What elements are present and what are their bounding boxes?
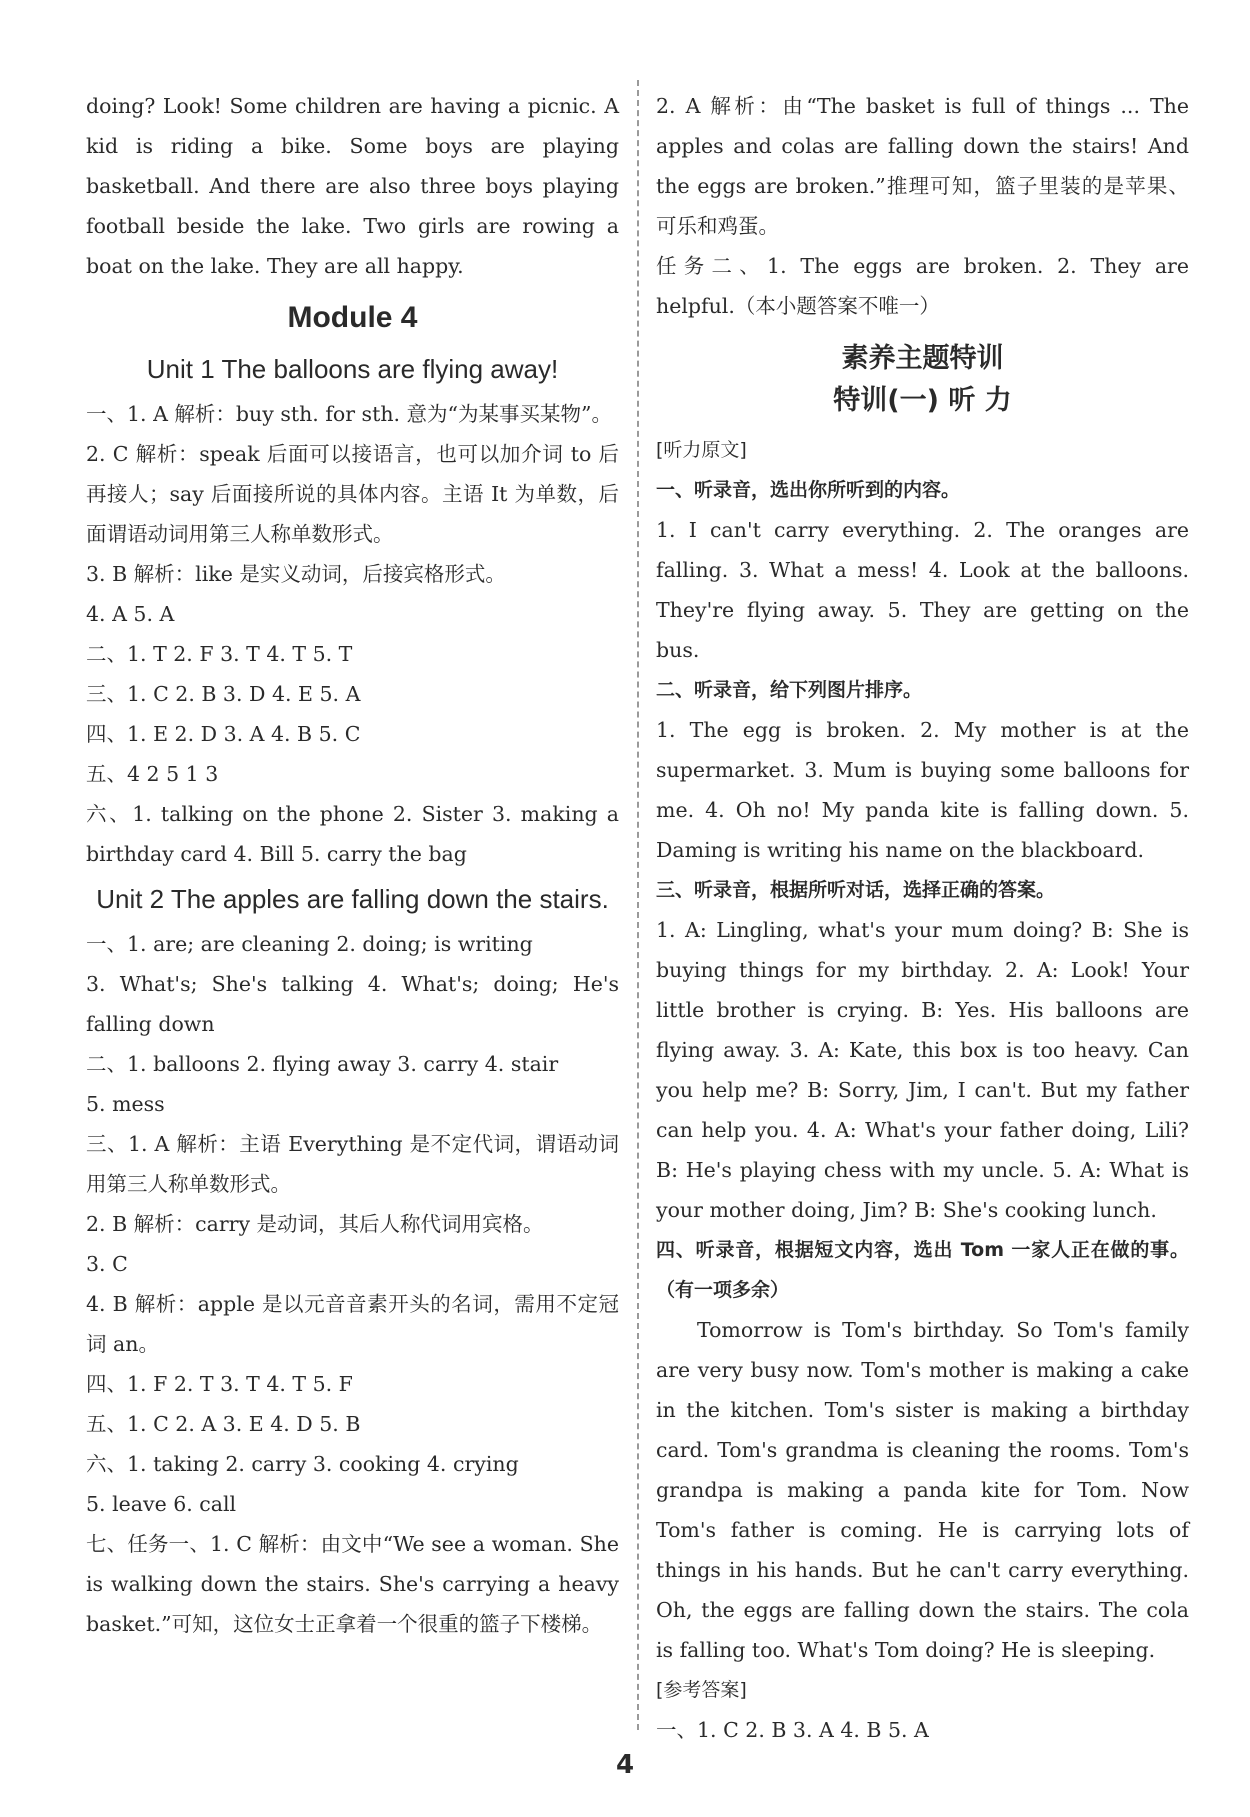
u2-line: 4. B 解析：apple 是以元音音素开头的名词，需用不定冠词 an。: [86, 1292, 619, 1356]
question-heading: 四、听录音，根据短文内容，选出 Tom 一家人正在做的事。（有一项多余）: [656, 1239, 1189, 1301]
answer-line: 一、1. C 2. B 3. A 4. B 5. A: [656, 1718, 929, 1742]
u2-line: 三、1. A 解析：主语 Everything 是不定代词，谓语动词用第三人称单数形式。: [86, 1132, 619, 1196]
question-heading: 一、听录音，选出你所听到的内容。: [656, 479, 961, 501]
u1-line: 三、1. C 2. B 3. D 4. E 5. A: [86, 682, 361, 706]
u2-line: 2. B 解析：carry 是动词，其后人称代词用宾格。: [86, 1212, 544, 1236]
u2-line: 六、1. taking 2. carry 3. cooking 4. crying: [86, 1452, 519, 1476]
u2-line: 七、任务一、1. C 解析：由文中“We see a woman. She is walking down the stairs. She's carrying a heavy basket.”可知，这位女士正拿着一个很重的篮子下楼梯。: [86, 1532, 619, 1636]
u2-line: 5. leave 6. call: [86, 1492, 237, 1516]
page-number: 4: [615, 1750, 635, 1780]
u2-line: 5. mess: [86, 1092, 165, 1116]
u2-line: 3. C: [86, 1252, 128, 1276]
script-paragraph: Tomorrow is Tom's birthday. So Tom's family are very busy now. Tom's mother is making a cake in the kitchen. Tom's sister is making a birthday card. Tom's grandma is cleaning the rooms. Tom's grandpa is making a panda kite for Tom. Now Tom's father is coming. He is carrying lots of things in his hands. But he can't carry everything. Oh, the eggs are falling down the stairs. The cola is falling too. What's Tom doing? He is sleeping.: [656, 1318, 1189, 1662]
question-heading: 二、听录音，给下列图片排序。: [656, 679, 923, 701]
script-paragraph: 1. The egg is broken. 2. My mother is at the supermarket. 3. Mum is buying some balloons for me. 4. Oh no! My panda kite is falling down. 5. Daming is writing his name on the blackboard.: [656, 718, 1189, 862]
u2-line: 五、1. C 2. A 3. E 4. D 5. B: [86, 1412, 361, 1436]
section-title: 素养主题特训: [841, 343, 1004, 374]
left-column: [86, 86, 619, 1644]
u2-line: 一、1. are; are cleaning 2. doing; is writing: [86, 932, 533, 956]
right-column: [656, 86, 1189, 1750]
section-subtitle: 特训(一) 听 力: [833, 385, 1012, 416]
right-line: 任务二、1. The eggs are broken. 2. They are helpful.（本小题答案不唯一）: [656, 254, 1189, 318]
u1-line: 4. A 5. A: [86, 602, 175, 626]
u2-line: 四、1. F 2. T 3. T 4. T 5. F: [86, 1372, 353, 1396]
u1-line: 3. B 解析：like 是实义动词，后接宾格形式。: [86, 562, 506, 586]
u1-line: 四、1. E 2. D 3. A 4. B 5. C: [86, 722, 361, 746]
u1-line: 2. C 解析：speak 后面可以接语言，也可以加介词 to 后再接人；say 后面接所说的具体内容。主语 It 为单数，后面谓语动词用第三人称单数形式。: [86, 442, 619, 546]
module-title: Module 4: [287, 301, 418, 334]
answer-tag: [参考答案]: [656, 1679, 747, 1701]
unit1-title: Unit 1 The balloons are flying away!: [146, 354, 559, 384]
u1-line: 六、1. talking on the phone 2. Sister 3. making a birthday card 4. Bill 5. carry the bag: [86, 802, 619, 866]
intro-paragraph: doing? Look! Some children are having a picnic. A kid is riding a bike. Some boys are playing basketball. And there are also three boys playing football beside the lake. Two girls are rowing a boat on the lake. They are all happy.: [86, 94, 619, 278]
right-line: 2. A 解析：由“The basket is full of things ... The apples and colas are falling down the stairs! And the eggs are broken.”推理可知，篮子里装的是苹果、可乐和鸡蛋。: [656, 94, 1189, 238]
column-divider: [637, 80, 639, 1730]
script-tag: [听力原文]: [656, 439, 747, 461]
u1-line: 五、4 2 5 1 3: [86, 762, 219, 786]
u2-line: 3. What's; She's talking 4. What's; doing; He's falling down: [86, 972, 619, 1036]
u2-line: 二、1. balloons 2. flying away 3. carry 4. stair: [86, 1052, 559, 1076]
script-paragraph: 1. A: Lingling, what's your mum doing? B: She is buying things for my birthday. 2. A: Look! Your little brother is crying. B: Yes. His balloons are flying away. 3. A: Kate, this box is too heavy. Can you help me? B: Sorry, Jim, I can't. But my father can help you. 4. A: What's your father doing, Lili? B: He's playing chess with my uncle. 5. A: What is your mother doing, Jim? B: She's cooking lunch.: [656, 918, 1189, 1222]
question-heading: 三、听录音，根据所听对话，选择正确的答案。: [656, 879, 1056, 901]
u1-line: 二、1. T 2. F 3. T 4. T 5. T: [86, 642, 353, 666]
u1-line: 一、1. A 解析：buy sth. for sth. 意为“为某事买某物”。: [86, 402, 613, 426]
script-paragraph: 1. I can't carry everything. 2. The oranges are falling. 3. What a mess! 4. Look at the balloons. They're flying away. 5. They are getting on the bus.: [656, 518, 1189, 662]
unit2-title: Unit 2 The apples are falling down the stairs.: [96, 884, 609, 914]
